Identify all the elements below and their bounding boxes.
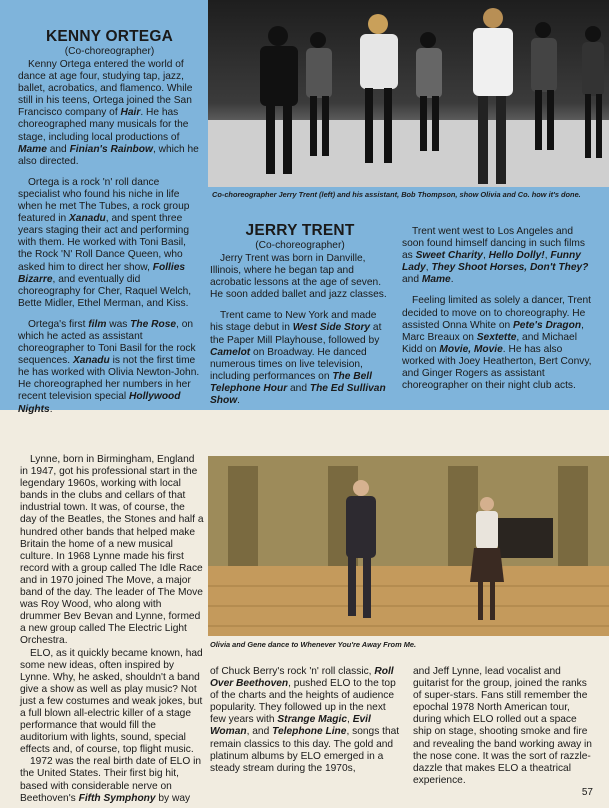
ballroom-photo-caption: Olivia and Gene dance to Whenever You're Away From Me. [210, 640, 417, 649]
lynne-paragraph-1: Lynne, born in Birmingham, England in 1947, got his professional start in the legendary 1960s, working with local bands in the clubs and cellars of that industrial town. It was, of course, the day of the Beatles, the Stones and half a hundred other bands that helped make Britain the home of a new musical culture. In 1968 Lynne made his first record with a group called The Idle Race and in 1970 joined The Move, a major band of the day. The leader of The Move was Roy Wood, who along with drummer Bev Bevan and Lynne, formed a new group called The Electric Light Orchestra. [20, 454, 204, 647]
rehearsal-photo-caption: Co-choreographer Jerry Trent (left) and his assistant, Bob Thompson, show Olivia and Co. how it's done. [212, 190, 581, 199]
elo-paragraph-middle: of Chuck Berry's rock 'n' roll classic, Roll Over Beethoven, pushed ELO to the top of the charts and the heights of audience popularity. They followed up in the next few years with Strange Magic, Evil Woman, and Telephone Line, songs that remain classics to this day. The gold and platinum albums by ELO emerged in a steady stream during the 1970s, [210, 666, 400, 774]
italic-title: Mame [18, 143, 47, 155]
rehearsal-photo [208, 0, 609, 187]
italic-title: Evil Woman [210, 714, 371, 738]
page-number: 57 [581, 787, 593, 798]
lynne-story [20, 454, 204, 805]
trent-bio-continued [402, 226, 592, 401]
ortega-heading: KENNY ORTEGA [46, 28, 173, 45]
elo-story-right [413, 666, 595, 796]
trent-paragraph-2: Trent came to New York and made his stage debut in West Side Story at the Paper Mill Playhouse, followed by Camelot on Broadway. He danced numerous times on live television, including performances on The Bell Telephone Hour and The Ed Sullivan Show. [210, 310, 386, 407]
ballroom-photo-image [208, 456, 609, 636]
italic-title: Movie, Movie [439, 343, 503, 355]
italic-title: Strange Magic [277, 714, 348, 726]
ortega-role: (Co-choreographer) [64, 46, 155, 57]
lynne-paragraph-2: ELO, as it quickly became known, had some new ideas, often inspired by Lynne. Why, he asked, shouldn't a band give a show as well as play music? Not just a few costumes and weak jokes, but a full blown all-electric killer of a stage performance that would fill the auditorium with lights, sound, special effects and, of course, top flight music. [20, 647, 203, 756]
lynne-paragraph-3: 1972 was the real birth date of ELO in the United States. Their first big hit, based with considerable nerve on Beethoven's Fifth Symphony by way [20, 756, 202, 804]
trent-paragraph-1: Jerry Trent was born in Danville, Illinois, where he began tap and acrobatic lessons at the age of seven. He soon added ballet and jazz classes. [210, 253, 387, 301]
italic-title: Mame [421, 274, 451, 286]
italic-title: Finian's Rainbow [69, 143, 153, 155]
italic-title: Roll Over Beethoven [210, 666, 394, 690]
italic-title: Pete's Dragon [513, 319, 582, 331]
ortega-paragraph-1: Kenny Ortega entered the world of dance at age four, studying tap, jazz, ballet, acrobatics, and flamenco. While still in his teens, Ortega joined the San Francisco company of Hair. He has choreographed many musicals for the stage, including local productions of Mame and Finian's Rainbow, which he also directed. [18, 59, 199, 167]
italic-title: Telephone Line [272, 726, 347, 738]
rehearsal-photo-image [208, 0, 609, 187]
italic-title: The Ed Sullivan Show [210, 382, 386, 407]
ortega-bio [18, 28, 201, 425]
elo-story-middle [210, 666, 402, 784]
italic-title: Hair [120, 107, 141, 119]
italic-title: Camelot [210, 346, 251, 358]
italic-title: Sextette [476, 331, 517, 343]
trent-paragraph-3: Trent went west to Los Angeles and soon found himself dancing in such films as Sweet Charity, Hello Dolly!, Funny Lady, They Shoot Horses, Don't They? and Mame. [402, 226, 589, 286]
ortega-paragraph-2: Ortega is a rock 'n' roll dance specialist who found his niche in life when he met The Tubes, a rock group featured in Xanadu, and spent three years staging their act and performing with them. He worked with Toni Basil, the Rock 'N' Roll Dance Queen, who asked him to direct her show, Follies Bizarre, and eventually did choreography for Cher, Raquel Welch, Bette Midler, Ethel Merman, and Kiss. [18, 176, 192, 309]
trent-paragraph-4: Feeling limited as solely a dancer, Trent decided to move on to choreography. He assisted Onna White on Pete's Dragon, Marc Breaux on Sextette, and Michael Kidd on Movie, Movie. He has also worked with Joey Heatherton, Bert Convy, and Ginger Rogers as assistant choreographer on their night club acts. [402, 295, 592, 392]
ortega-paragraph-3: Ortega's first film was The Rose, on which he acted as assistant choreographer to Toni Basil for the rock sequences. Xanadu is not the first time he has worked with Olivia Newton-John. He choreographed her numbers in her recent television special Hollywood Nights. [18, 318, 200, 415]
italic-title: Xanadu [68, 213, 106, 225]
italic-title: They Shoot Horses, Don't They? [431, 262, 589, 274]
italic-title: The Bell Telephone Hour [210, 370, 372, 394]
ballroom-photo [208, 456, 609, 636]
italic-title: The Rose [130, 318, 177, 330]
italic-title: West Side Story [292, 322, 371, 334]
italic-title: Xanadu [72, 355, 110, 367]
italic-title: film [88, 318, 107, 330]
elo-paragraph-right: and Jeff Lynne, lead vocalist and guitarist for the group, joined the ranks of super-stars. Fans still remember the epochal 1978 North American tour, during which ELO rolled out a space ship on stage, shooting smoke and fire and revealing the band working away in the nose cone. It was the sort of razzle-dazzle that makes ELO a theatrical experience. [413, 666, 592, 786]
italic-title: Funny Lady [402, 250, 581, 274]
trent-bio [210, 222, 390, 416]
trent-heading: JERRY TRENT [245, 222, 355, 239]
italic-title: Hollywood Nights [18, 391, 181, 415]
trent-role: (Co-choreographer) [255, 240, 345, 251]
italic-title: Fifth Symphony [78, 792, 156, 804]
italic-title: Follies Bizarre [18, 261, 186, 285]
italic-title: Sweet Charity [415, 250, 483, 262]
italic-title: Hello Dolly! [488, 250, 545, 262]
